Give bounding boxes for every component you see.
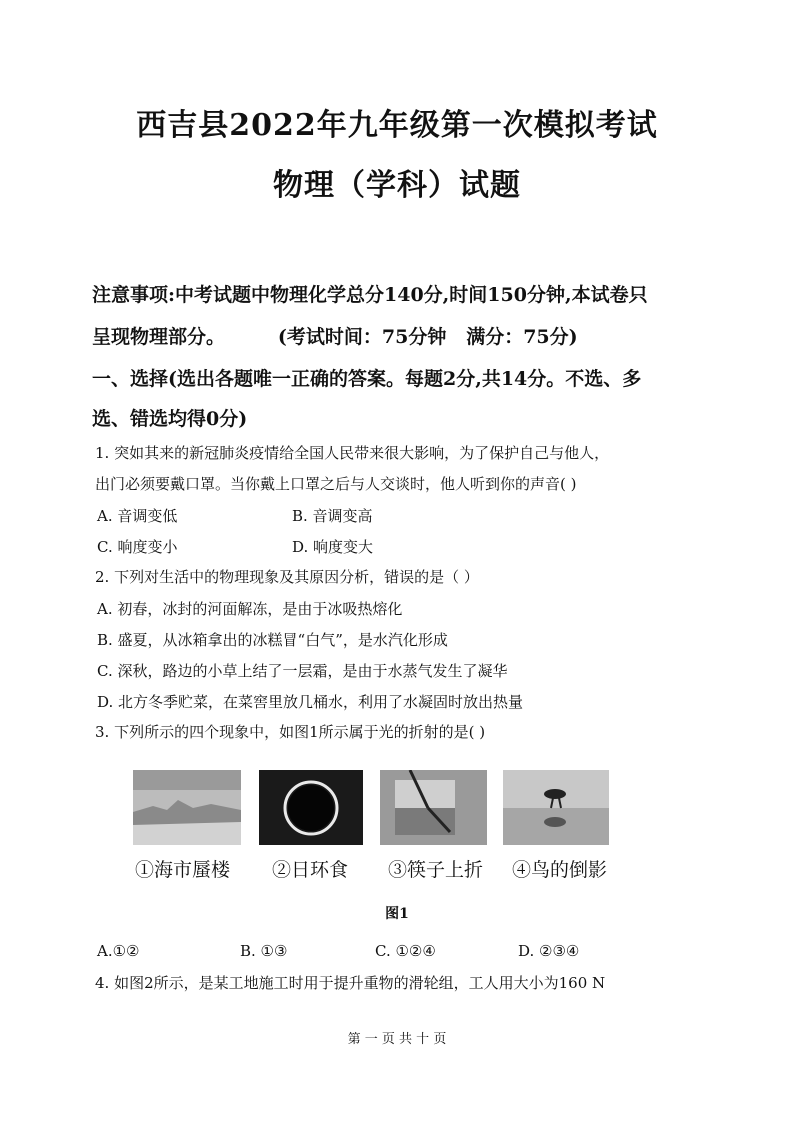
figure-label: 图1 bbox=[385, 906, 409, 922]
figure-caption-3: ③筷子上折 bbox=[388, 859, 484, 881]
q2-option-c: C. 深秋，路边的小草上结了一层霜，是由于水蒸气发生了凝华 bbox=[97, 662, 508, 680]
notice-line-2: 呈现物理部分。 (考试时间：75分钟 满分：75分) bbox=[92, 326, 578, 348]
figure-caption-1: ①海市蜃楼 bbox=[135, 859, 231, 881]
q2-option-b: B. 盛夏，从冰箱拿出的冰糕冒“白气”，是水汽化形成 bbox=[97, 631, 448, 649]
notice-line-1: 注意事项:中考试题中物理化学总分140分,时间150分钟,本试卷只 bbox=[92, 284, 648, 306]
q3-stem: 3. 下列所示的四个现象中，如图1所示属于光的折射的是( ) bbox=[95, 723, 486, 741]
mirage-photo bbox=[133, 770, 241, 845]
q1-stem-line-1: 1. 突如其来的新冠肺炎疫情给全国人民带来很大影响，为了保护自己与他人， bbox=[95, 444, 610, 462]
page-footer: 第 一 页 共 十 页 bbox=[347, 1032, 447, 1047]
q2-option-a: A. 初春，冰封的河面解冻，是由于冰吸热熔化 bbox=[97, 600, 403, 618]
q4-stem-line-1: 4. 如图2所示，是某工地施工时用于提升重物的滑轮组，工人用大小为160 N bbox=[95, 974, 606, 992]
q1-option-d: D. 响度变大 bbox=[292, 538, 374, 556]
section-heading-line-1: 一、选择(选出各题唯一正确的答案。每题2分,共14分。不选、多 bbox=[92, 368, 642, 390]
section-heading-line-2: 选、错选均得0分) bbox=[92, 408, 248, 430]
q2-option-d: D. 北方冬季贮菜，在菜窖里放几桶水，利用了水凝固时放出热量 bbox=[97, 693, 524, 711]
annular-eclipse-photo bbox=[259, 770, 363, 845]
q1-option-a: A. 音调变低 bbox=[97, 507, 178, 525]
figure-caption-2: ②日环食 bbox=[272, 859, 349, 881]
exam-subtitle: 物理（学科）试题 bbox=[273, 168, 521, 203]
q1-option-b: B. 音调变高 bbox=[292, 507, 373, 525]
figure-1-images bbox=[133, 770, 613, 850]
q3-option-d: D. ②③④ bbox=[518, 942, 580, 960]
bird-reflection-photo bbox=[503, 770, 609, 845]
q3-option-c: C. ①②④ bbox=[375, 942, 436, 960]
q1-stem-line-2: 出门必须要戴口罩。当你戴上口罩之后与人交谈时，他人听到你的声音( ) bbox=[95, 475, 577, 493]
exam-title: 西吉县2022年九年级第一次模拟考试 bbox=[136, 108, 658, 143]
chopsticks-in-water-photo bbox=[380, 770, 487, 845]
q2-stem: 2. 下列对生活中的物理现象及其原因分析，错误的是（ ） bbox=[95, 568, 479, 586]
figure-caption-4: ④鸟的倒影 bbox=[512, 859, 608, 881]
q1-option-c: C. 响度变小 bbox=[97, 538, 178, 556]
q3-option-b: B. ①③ bbox=[240, 942, 288, 960]
q3-option-a: A.①② bbox=[97, 942, 140, 960]
